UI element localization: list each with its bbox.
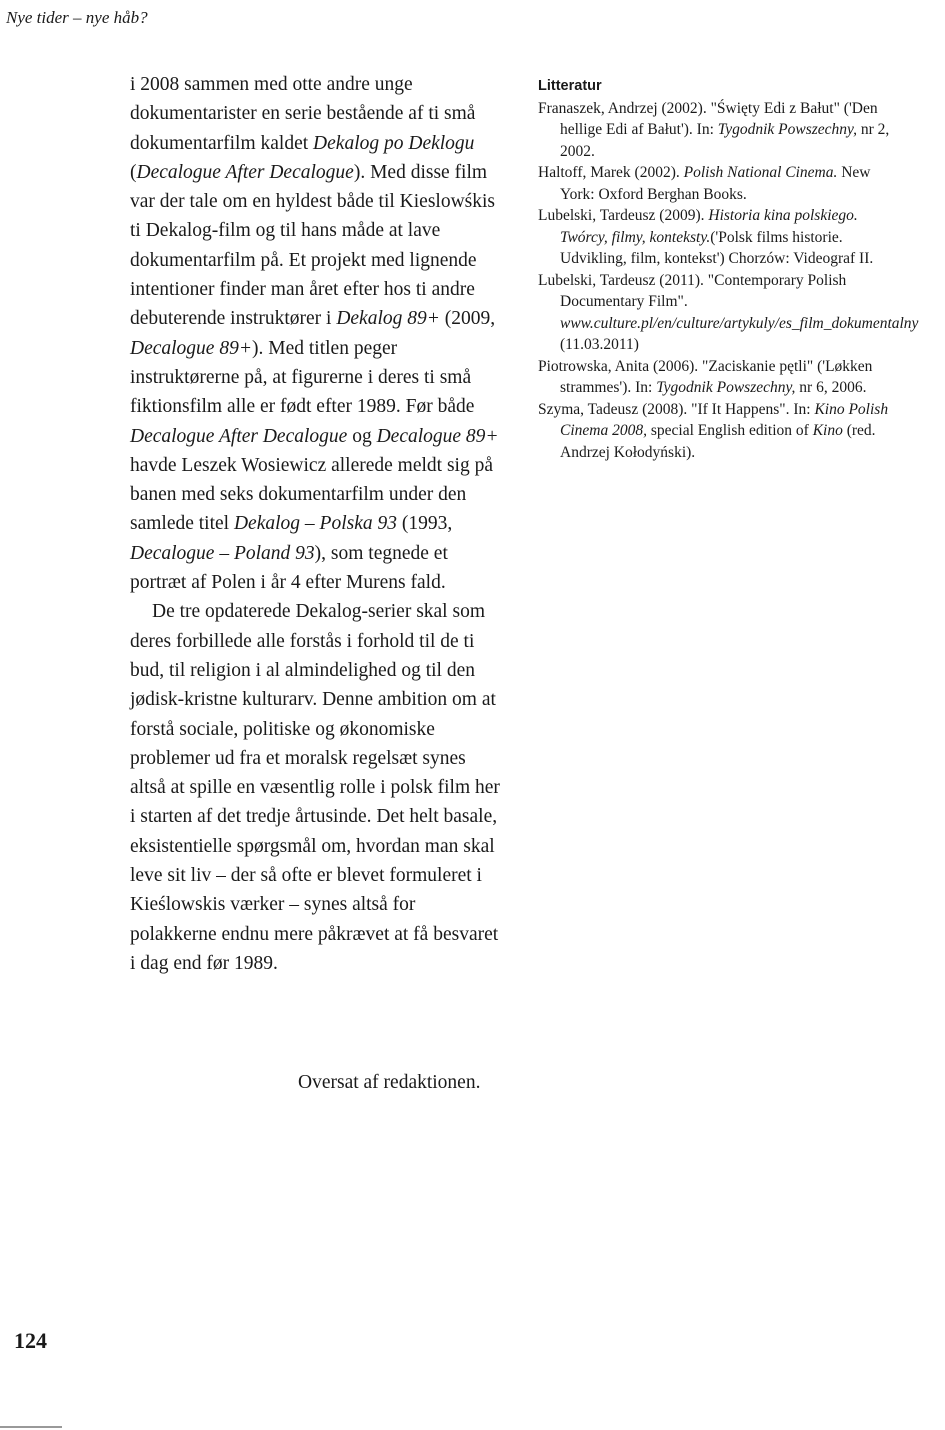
page-number: 124 [14, 1328, 47, 1353]
italic-title: www.culture.pl/en/culture/artykuly/es_film_dokumentalny [560, 314, 919, 332]
article-body [130, 70, 505, 978]
literature-entry: Lubelski, Tardeusz (2011). "Contemporary Polish Documentary Film". www.culture.pl/en/culture/artykuly/es_film_dokumentalny (11.03.2011) [538, 271, 919, 353]
literature-entry: Haltoff, Marek (2002). Polish National Cinema. New York: Oxford Berghan Books. [538, 164, 871, 203]
literature-entry: Franaszek, Andrzej (2002). "Święty Edi z Bałut" ('Den hellige Edi af Bałut'). In: Tygodnik Powszechny, nr 2, 2002. [538, 99, 890, 160]
scan-edge-mark [0, 1426, 62, 1428]
italic-title: Dekalog po Deklogu [313, 132, 475, 154]
italic-title: Historia kina polskiego. Twórcy, filmy, konteksty. [560, 207, 858, 246]
italic-title: Decalogue – Poland 93 [130, 542, 315, 564]
running-head: Nye tider – nye håb? [6, 8, 148, 27]
italic-title: Decalogue 89+ [376, 425, 499, 447]
italic-title: Polish National Cinema. [683, 164, 838, 181]
italic-title: Kino [812, 422, 843, 439]
literature-heading: Litteratur [538, 78, 602, 94]
italic-title: Dekalog – Polska 93 [233, 513, 397, 535]
literature-entry: Lubelski, Tardeusz (2009). Historia kina polskiego. Twórcy, filmy, konteksty.('Polsk films historie. Udvikling, film, kontekst') Chorzów: Videograf II. [538, 207, 874, 267]
translation-note: Oversat af redaktionen. [298, 1072, 481, 1093]
literature-entry: Szyma, Tadeusz (2008). "If It Happens". In: Kino Polish Cinema 2008, special English edition of Kino (red. Andrzej Kołodyński). [538, 400, 889, 461]
article-paragraph-1: i 2008 sammen med otte andre unge dokumentarister en serie bestående af ti små dokumentarfilm kaldet Dekalog po Deklogu (Decalogue After Decalogue). Med disse film var der tale om en hyldest både til Kieslowśkis ti Dekalog-film og til hans måde at lave dokumentarfilm på. Et projekt med lignende intentioner finder man året efter hos ti andre debuterende instruktører i Dekalog 89+ (2009, Decalogue 89+). Med titlen peger instruktørerne på, at figurerne i deres ti små fiktionsfilm alle er født efter 1989. Før både Decalogue After Decalogue og Decalogue 89+ havde Leszek Wosiewicz allerede meldt sig på banen med seks dokumentarfilm under den samlede titel Dekalog – Polska 93 (1993, Decalogue – Poland 93), som tegnede et portræt af Polen i år 4 efter Murens fald. [130, 74, 499, 594]
article-paragraph-2: De tre opdaterede Dekalog-serier skal som deres forbillede alle forstås i forhold til de ti bud, til religion i al almindelighed og til den jødisk-kristne kulturarv. Denne ambition om at forstå sociale, politiske og økonomiske problemer ud fra et moralsk regelsæt synes altså at spille en væsentlig rolle i polsk film her i starten af det tredje årtusinde. Det helt basale, eksistentielle spørgsmål om, hvordan man skal leve sit liv – der så ofte er blevet formuleret i Kieślowskis værker – synes altså for polakkerne endnu mere påkrævet at få besvaret i dag end før 1989. [130, 601, 500, 974]
italic-title: Decalogue 89+ [130, 337, 252, 359]
italic-title: Decalogue After Decalogue [130, 425, 348, 447]
literature-section [538, 76, 919, 463]
literature-entry: Piotrowska, Anita (2006). "Zaciskanie pętli" ('Løkken strammes'). In: Tygodnik Powszechny, nr 6, 2006. [538, 357, 873, 396]
italic-title: Tygodnik Powszechny, [656, 379, 796, 396]
italic-title: Tygodnik Powszechny, [717, 121, 857, 138]
italic-title: Dekalog 89+ [336, 308, 440, 330]
italic-title: Decalogue After Decalogue [136, 161, 354, 183]
italic-title: Kino Polish Cinema 2008, [560, 400, 889, 439]
